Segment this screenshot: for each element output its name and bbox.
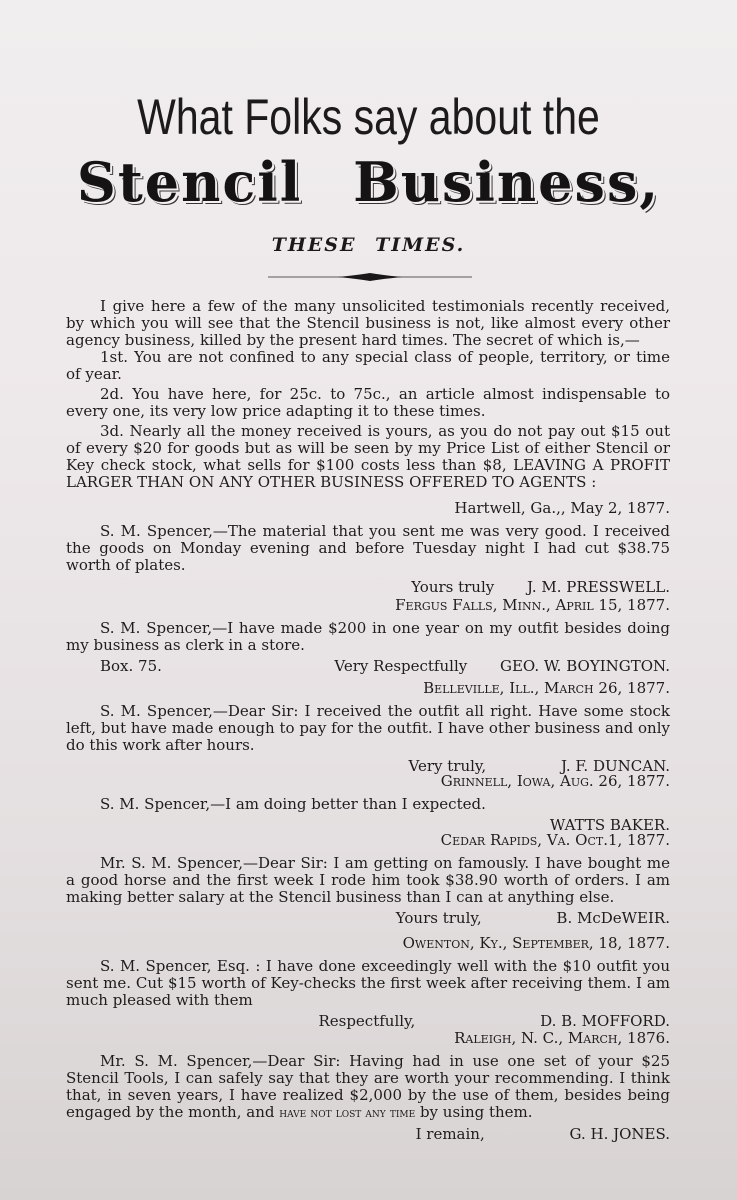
testimonial-text-part: Mr. S. M. Spencer,—Dear Sir: Having had in use one set of your $25 Stencil Tools, I can safely say that they are worth your recommending. I think that, in seven years, I have realized $2,000 by the use of them, besides being engaged by the month, and bbox=[66, 1052, 670, 1121]
testimonial-name: GEO. W. BOYINGTON. bbox=[500, 657, 670, 675]
testimonial-signature bbox=[334, 658, 670, 675]
testimonial-place-date: Owenton, Ky., September, 18, 1877. bbox=[402, 934, 670, 952]
intro-point-2: 2d. You have here, for 25c. to 75c., an article almost indispensable to every one, its very low price adapting it to these times. bbox=[66, 385, 670, 420]
testimonial-text: S. M. Spencer,—I am doing better than I expected. bbox=[100, 795, 486, 813]
testimonial-place-date: Fergus Falls, Minn., April 15, 1877. bbox=[395, 596, 670, 614]
testimonial bbox=[66, 597, 670, 675]
testimonial-closing: I remain, bbox=[415, 1125, 485, 1143]
testimonial bbox=[66, 1030, 670, 1143]
testimonial-signature bbox=[318, 1013, 670, 1030]
testimonial-signature bbox=[416, 1126, 670, 1143]
testimonial bbox=[66, 832, 670, 927]
testimonial-emphasis: have not lost any time bbox=[279, 1106, 416, 1121]
intro-point-1: 1st. You are not confined to any special class of people, territory, or time of year. bbox=[66, 348, 670, 383]
testimonial-place-date: Cedar Rapids, Va. Oct.1, 1877. bbox=[440, 831, 670, 849]
testimonial-text: S. M. Spencer,—The material that you sent me was very good. I received the goods on Monday evening and before Tuesday night I had cut $38.75 worth of plates. bbox=[66, 522, 670, 574]
testimonial bbox=[66, 680, 670, 775]
testimonial-text: Mr. S. M. Spencer,—Dear Sir: I am getting on famously. I have bought me a good horse and the first week I rode him took $38.90 worth of orders. I am making better salary at the Stencil business than I can at anything else. bbox=[66, 854, 670, 906]
headline-stencil-business: Stencil Business, bbox=[76, 150, 661, 214]
testimonial-name: B. McDeWEIR. bbox=[556, 909, 670, 927]
testimonial-name: J. M. PRESSWELL. bbox=[527, 578, 670, 596]
intro-point-3: 3d. Nearly all the money received is yours, as you do not pay out $15 out of every $20 for goods but as will be seen by my Price List of either Stencil or Key check stock, what sells for $100 costs less than $8, LEAVING A PROFIT LARGER THAN ON ANY OTHER BUSINESS OFFERED TO AGENTS : bbox=[66, 422, 670, 491]
testimonial-signature bbox=[411, 579, 670, 596]
testimonial bbox=[66, 500, 670, 596]
testimonial-text: S. M. Spencer, Esq. : I have done exceedingly well with the $10 outfit you sent me. Cut $15 worth of Key-checks the first week after receiving them. I am much pleased with them bbox=[66, 957, 670, 1009]
testimonial-closing: Very Respectfully bbox=[334, 657, 468, 675]
testimonial-place-date: Hartwell, Ga.,, May 2, 1877. bbox=[454, 499, 670, 517]
testimonial-place-date: Grinnell, Iowa, Aug. 26, 1877. bbox=[440, 772, 670, 790]
testimonial-closing: Very truly, bbox=[408, 757, 487, 775]
testimonial-left-note: Box. 75. bbox=[100, 657, 162, 675]
testimonial-closing: Yours truly, bbox=[395, 909, 482, 927]
testimonial-name: G. H. JONES. bbox=[569, 1125, 670, 1143]
testimonial-signature bbox=[396, 910, 670, 927]
subtitle-these-times: THESE TIMES. bbox=[271, 234, 466, 256]
testimonial-text bbox=[66, 1053, 670, 1122]
testimonial-name: WATTS BAKER. bbox=[549, 816, 670, 834]
intro-paragraph: I give here a few of the many unsolicited testimonials recently received, by which you will see that the Stencil business is not, like almost every other agency business, killed by the present hard times. The secret of which is,— bbox=[66, 297, 670, 349]
intro-section bbox=[66, 298, 670, 491]
testimonial-name: D. B. MOFFORD. bbox=[540, 1012, 670, 1030]
testimonial-closing: Yours truly bbox=[411, 578, 495, 596]
testimonial-place-date: Raleigh, N. C., March, 1876. bbox=[454, 1029, 670, 1047]
testimonial-text: S. M. Spencer,—Dear Sir: I received the outfit all right. Have some stock left, but have made enough to pay for the outfit. I have other business and only do this work after hours. bbox=[66, 702, 670, 754]
testimonial-place-date: Belleville, Ill., March 26, 1877. bbox=[423, 679, 670, 697]
testimonial bbox=[66, 935, 670, 1030]
testimonial bbox=[66, 773, 670, 834]
testimonial-text-part: by using them. bbox=[415, 1103, 533, 1121]
headline-what-folks-say: What Folks say about the bbox=[137, 89, 600, 145]
testimonial-closing: Respectfully, bbox=[318, 1012, 416, 1030]
ornamental-divider bbox=[268, 272, 472, 282]
testimonial-name: J. F. DUNCAN. bbox=[560, 757, 670, 775]
testimonial-text: S. M. Spencer,—I have made $200 in one year on my outfit besides doing my business as clerk in a store. bbox=[66, 619, 670, 654]
